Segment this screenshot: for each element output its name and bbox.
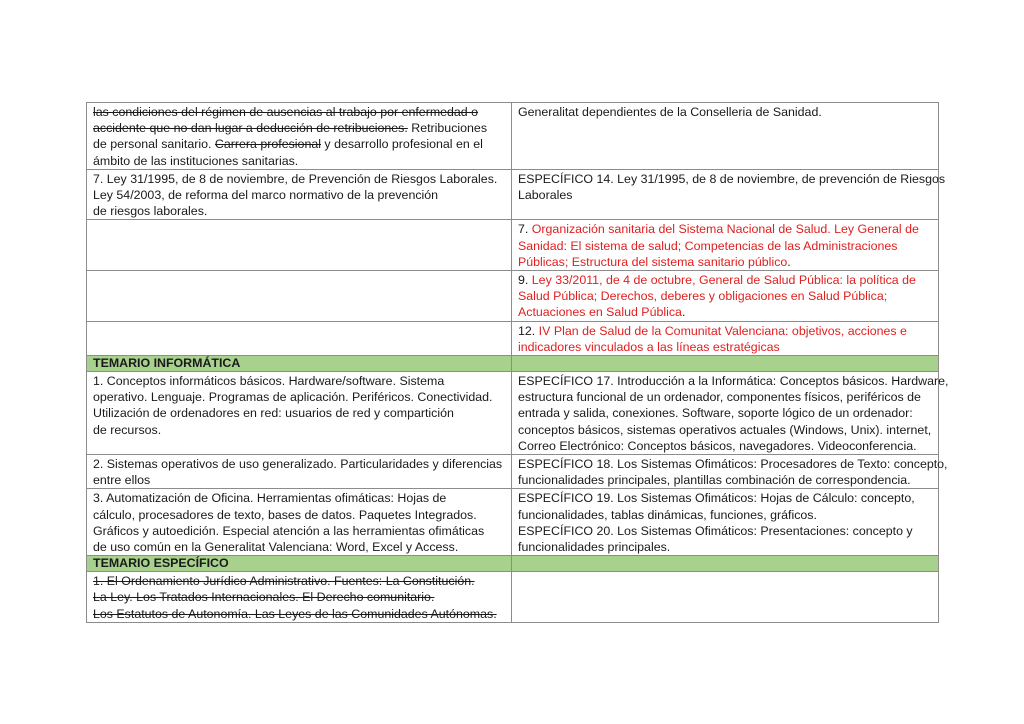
right-cell: [512, 321, 939, 355]
red-text: IV Plan de Salud de la Comunitat Valenciana: objetivos, acciones e: [538, 323, 907, 338]
red-text: Actuaciones en Salud Pública: [518, 305, 682, 320]
cell-text: 3. Automatización de Oficina. Herramientas ofimáticas: Hojas de: [93, 491, 447, 506]
item-number: 9.: [518, 273, 532, 288]
red-text: indicadores vinculados a las líneas estratégicas: [518, 339, 780, 354]
table-row: [87, 169, 939, 220]
cell-text: Generalitat dependientes de la Conselleria de Sanidad.: [518, 105, 822, 119]
item-number: 7.: [518, 222, 532, 237]
red-text: Sanidad: El sistema de salud; Competencias de las Administraciones: [518, 238, 898, 253]
cell-text: funcionalidades, tablas dinámicas, funciones, gráficos.: [518, 507, 817, 522]
table-row: [87, 489, 939, 556]
item-number: 12.: [518, 323, 539, 338]
cell-text: de recursos.: [93, 422, 162, 437]
cell-text: 1. Conceptos informáticos básicos. Hardware/software. Sistema: [93, 374, 445, 389]
cell-text: ESPECÍFICO 17. Introducción a la Informática: Conceptos básicos. Hardware,: [518, 374, 949, 389]
cell-text: cálculo, procesadores de texto, bases de datos. Paquetes Integrados.: [93, 507, 477, 522]
red-text: Ley 33/2011, de 4 de octubre, General de Salud Pública: la política de: [531, 273, 916, 288]
left-cell: [87, 572, 512, 623]
cell-text: de riesgos laborales.: [93, 204, 208, 219]
cell-text: 7. Ley 31/1995, de 8 de noviembre, de Prevención de Riesgos Laborales.: [93, 171, 498, 186]
cell-text: conceptos básicos, sistemas operativos actuales (Windows, Unix). internet,: [518, 422, 932, 437]
cell-text: de personal sanitario.: [93, 137, 215, 152]
left-cell: [87, 103, 512, 170]
left-cell-empty: [87, 220, 512, 271]
cell-text: ESPECÍFICO 19. Los Sistemas Ofimáticos: Hojas de Cálculo: concepto,: [518, 491, 915, 506]
struck-text: 1. El Ordenamiento Jurídico Administrativo. Fuentes: La Constitución.: [93, 574, 475, 589]
struck-text: Carrera profesional: [214, 137, 321, 152]
cell-text: .: [681, 305, 686, 320]
section-empty-cell: [512, 356, 939, 372]
right-cell: [512, 372, 949, 455]
table-row: [87, 455, 939, 489]
table-row: [87, 103, 939, 170]
right-cell: [512, 169, 946, 220]
cell-text: entre ellos: [93, 473, 151, 488]
cell-text: 2. Sistemas operativos de uso generalizado. Particularidades y diferencias: [93, 457, 503, 472]
cell-text: ámbito de las instituciones sanitarias.: [93, 153, 299, 168]
cell-text: Retribuciones: [407, 121, 488, 136]
left-cell: [87, 169, 512, 220]
cell-text: ESPECÍFICO 14. Ley 31/1995, de 8 de noviembre, de prevención de Riesgos: [518, 171, 946, 186]
left-cell: [87, 489, 512, 556]
right-cell: [512, 271, 939, 322]
left-cell-empty: [87, 271, 512, 322]
section-title: TEMARIO ESPECÍFICO: [87, 556, 512, 572]
cell-text: funcionalidades principales, plantillas combinación de correspondencia.: [518, 473, 911, 488]
cell-text: estructura funcional de un ordenador, componentes físicos, periféricos de: [518, 390, 921, 405]
cell-text: Laborales: [518, 188, 573, 203]
left-cell: [87, 455, 512, 489]
cell-text: Gráficos y autoedición. Especial atención a las herramientas ofimáticas: [93, 523, 485, 538]
left-cell: [87, 372, 512, 455]
cell-text: funcionalidades principales.: [518, 540, 671, 555]
table-row: [87, 271, 939, 322]
cell-text: y desarrollo profesional en el: [320, 137, 483, 152]
table-row: [87, 220, 939, 271]
table-row: [87, 572, 939, 623]
cell-text: Ley 54/2003, de reforma del marco normativo de la prevención: [93, 188, 439, 203]
section-title: TEMARIO INFORMÁTICA: [87, 356, 512, 372]
right-cell: [512, 220, 939, 271]
cell-text: ESPECÍFICO 18. Los Sistemas Ofimáticos: Procesadores de Texto: concepto,: [518, 457, 948, 472]
right-cell-empty: [512, 572, 939, 623]
section-header-row: [87, 556, 939, 572]
struck-text: las condiciones del régimen de ausencias al trabajo por enfermedad o: [93, 105, 479, 119]
section-empty-cell: [512, 556, 939, 572]
cell-text: Utilización de ordenadores en red: usuarios de red y compartición: [93, 406, 454, 421]
right-cell: [512, 455, 948, 489]
cell-text: entrada y salida, conexiones. Software, soporte lógico de un ordenador:: [518, 406, 913, 421]
cell-text: .: [787, 254, 791, 269]
section-header-row: [87, 356, 939, 372]
cell-text: ESPECÍFICO 20. Los Sistemas Ofimáticos: Presentaciones: concepto y: [518, 523, 913, 538]
struck-text: accidente que no dan lugar a deducción de retribuciones.: [93, 121, 408, 136]
red-text: Organización sanitaria del Sistema Nacional de Salud. Ley General de: [531, 222, 919, 237]
table-row: [87, 321, 939, 355]
red-text: Públicas; Estructura del sistema sanitario público: [518, 254, 788, 269]
right-cell: [512, 103, 939, 170]
syllabus-table: [86, 102, 949, 623]
cell-text: de uso común en la Generalitat Valenciana: Word, Excel y Access.: [93, 540, 459, 555]
right-cell: [512, 489, 939, 556]
table-row: [87, 372, 939, 455]
red-text: Salud Pública; Derechos, deberes y obligaciones en Salud Pública;: [518, 289, 888, 304]
struck-text: La Ley. Los Tratados Internacionales. El Derecho comunitario.: [93, 590, 435, 605]
cell-text: operativo. Lenguaje. Programas de aplicación. Periféricos. Conectividad.: [93, 390, 493, 405]
left-cell-empty: [87, 321, 512, 355]
cell-text: Correo Electrónico: Conceptos básicos, navegadores. Videoconferencia.: [518, 438, 917, 453]
struck-text: Los Estatutos de Autonomía. Las Leyes de las Comunidades Autónomas.: [93, 606, 497, 621]
